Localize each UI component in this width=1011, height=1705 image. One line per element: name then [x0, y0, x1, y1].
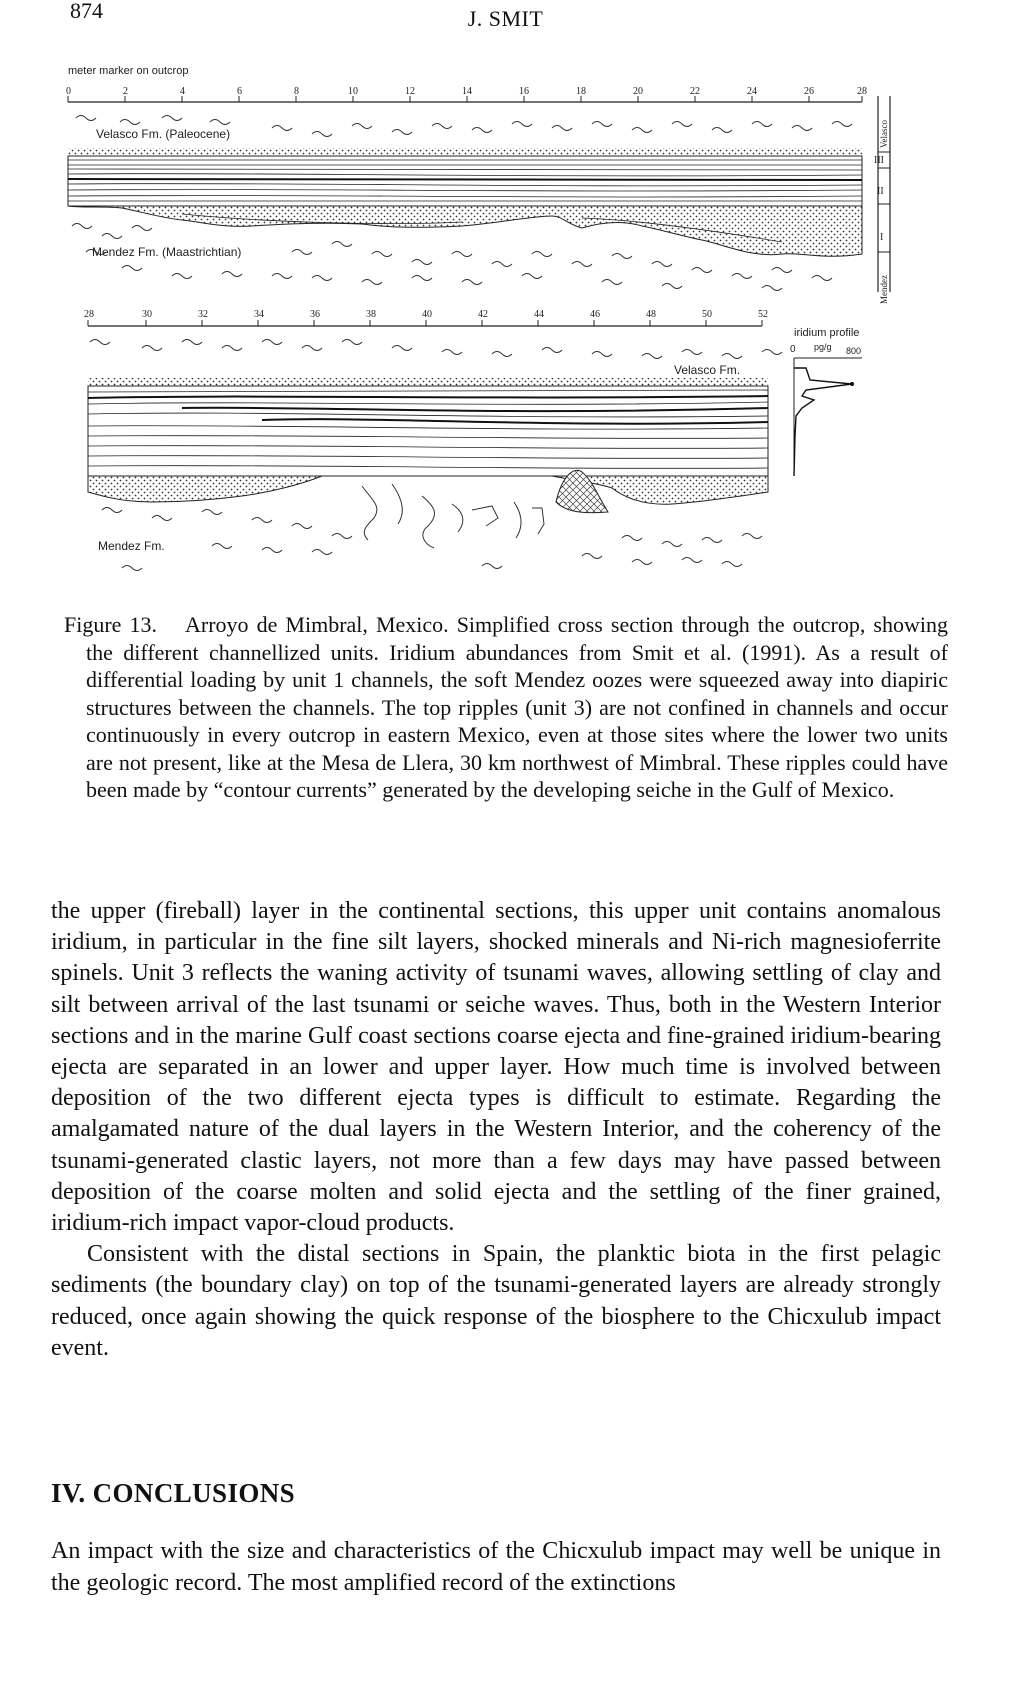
tick-label: 22 — [690, 86, 700, 97]
tick-label: 38 — [366, 309, 376, 320]
body-paragraph: the upper (fireball) layer in the continental sections, this upper unit contains anomalous iridium, in particular in the fine silt layers, shocked minerals and Ni-rich magnesioferrite spinels. Unit 3 reflects the waning activity of tsunami waves, allowing settling of clay and silt between arrival of the last tsunami or seiche waves. Thus, both in the Western Interior sections and in the marine Gulf coast sections coarse ejecta and fine-grained iridium-bearing ejecta are separated in an lower and upper layer. How much time is involved between deposition of the two different ejecta types is difficult to estimate. Regarding the amalgamated nature of the dual layers in the Western Interior, and the coherency of the tsunami-generated clastic layers, not more than a few days may have passed between deposition of the coarse molten and solid ejecta and the settling of the finer grained, iridium-rich impact vapor-cloud products. — [51, 898, 941, 1237]
tick-label: 30 — [142, 309, 152, 320]
tick-label: 10 — [348, 86, 358, 97]
tick-label: 18 — [576, 86, 586, 97]
mendez-top-label: Mendez Fm. (Maastrichtian) — [92, 245, 242, 259]
tick-label: 20 — [633, 86, 643, 97]
iridium-zero: 0 — [790, 344, 796, 355]
side-velasco-label: Velasco — [879, 120, 889, 148]
tick-label: 32 — [198, 309, 208, 320]
running-head: J. SMIT — [467, 6, 544, 31]
tick-label: 14 — [462, 86, 472, 97]
mendez-squiggles-bottom — [102, 508, 762, 571]
caption-text: Arroyo de Mimbral, Mexico. Simplified cross section through the outcrop, showing the different channellized units. Iridium abundances from Smit et al. (1991). As a result of differential loading by unit 1 channels, the soft Mendez oozes were squeezed away into diapiric structures between the channels. The top ripples (unit 3) are not confined in channels and occur continuously in every outcrop in eastern Mexico, even at those sites where the lower two units are not present, like at the Mesa de Llera, 30 km northwest of Mimbral. These ripples could have been made by “contour currents” generated by the developing seiche in the Gulf of Mexico. — [86, 612, 948, 802]
iridium-profile — [790, 327, 862, 476]
tick-label: 8 — [294, 86, 299, 97]
section-heading: IV. CONCLUSIONS — [51, 1478, 296, 1508]
bottom-strata — [88, 378, 768, 513]
bottom-tick-labels — [84, 309, 768, 320]
caption-label: Figure 13. — [64, 612, 157, 637]
tick-label: 24 — [747, 86, 757, 97]
velasco-bottom-label: Velasco Fm. — [674, 363, 741, 377]
figure-cross-section — [62, 56, 962, 586]
tick-label: 16 — [519, 86, 529, 97]
diapiric-structures — [362, 484, 544, 548]
tick-label: 26 — [804, 86, 814, 97]
velasco-squiggles-bottom — [90, 340, 782, 359]
page-number: 874 — [70, 0, 103, 23]
tick-label: 2 — [123, 86, 128, 97]
tick-label: 36 — [310, 309, 320, 320]
tick-label: 28 — [84, 309, 94, 320]
iridium-unit: pg/g — [814, 342, 832, 352]
marker-label: meter marker on outcrop — [68, 65, 189, 77]
top-tick-labels — [66, 86, 867, 97]
iridium-max: 800 — [846, 346, 862, 356]
tick-label: 12 — [405, 86, 415, 97]
body-text — [51, 896, 941, 1364]
tick-label: 4 — [180, 86, 185, 97]
bottom-scale-ticks — [88, 320, 762, 326]
tick-label: 48 — [646, 309, 656, 320]
tick-label: 46 — [590, 309, 600, 320]
tick-label: 6 — [237, 86, 242, 97]
body-paragraph: Consistent with the distal sections in Spain, the planktic biota in the first pelagic sediments (the boundary clay) on top of the tsunami-generated layers are already strongly reduced, once again showing the quick response of the biosphere to the Chicxulub impact event. — [51, 1241, 941, 1361]
top-strata — [68, 148, 862, 256]
tick-label: 50 — [702, 309, 712, 320]
tick-label: 0 — [66, 86, 71, 97]
side-unit-column — [874, 96, 890, 304]
conclusion-text — [51, 1536, 941, 1599]
velasco-top-label: Velasco Fm. (Paleocene) — [96, 127, 231, 141]
conclusion-paragraph: An impact with the size and characteristics of the Chicxulub impact may well be unique in the geologic record. The most amplified record of the extinctions — [51, 1538, 941, 1596]
mendez-bottom-label: Mendez Fm. — [98, 539, 165, 553]
unit-label-ii: II — [877, 186, 884, 197]
cross-section-diagram — [62, 56, 962, 586]
tick-label: 28 — [857, 86, 867, 97]
tick-label: 44 — [534, 309, 544, 320]
tick-label: 42 — [478, 309, 488, 320]
unit-label-iii: III — [874, 155, 884, 166]
iridium-title: iridium profile — [794, 327, 860, 339]
unit-label-i: I — [880, 232, 884, 243]
tick-label: 40 — [422, 309, 432, 320]
side-mendez-label: Mendez — [879, 275, 889, 304]
tick-label: 52 — [758, 309, 768, 320]
figure-caption — [64, 611, 948, 804]
tick-label: 34 — [254, 309, 264, 320]
